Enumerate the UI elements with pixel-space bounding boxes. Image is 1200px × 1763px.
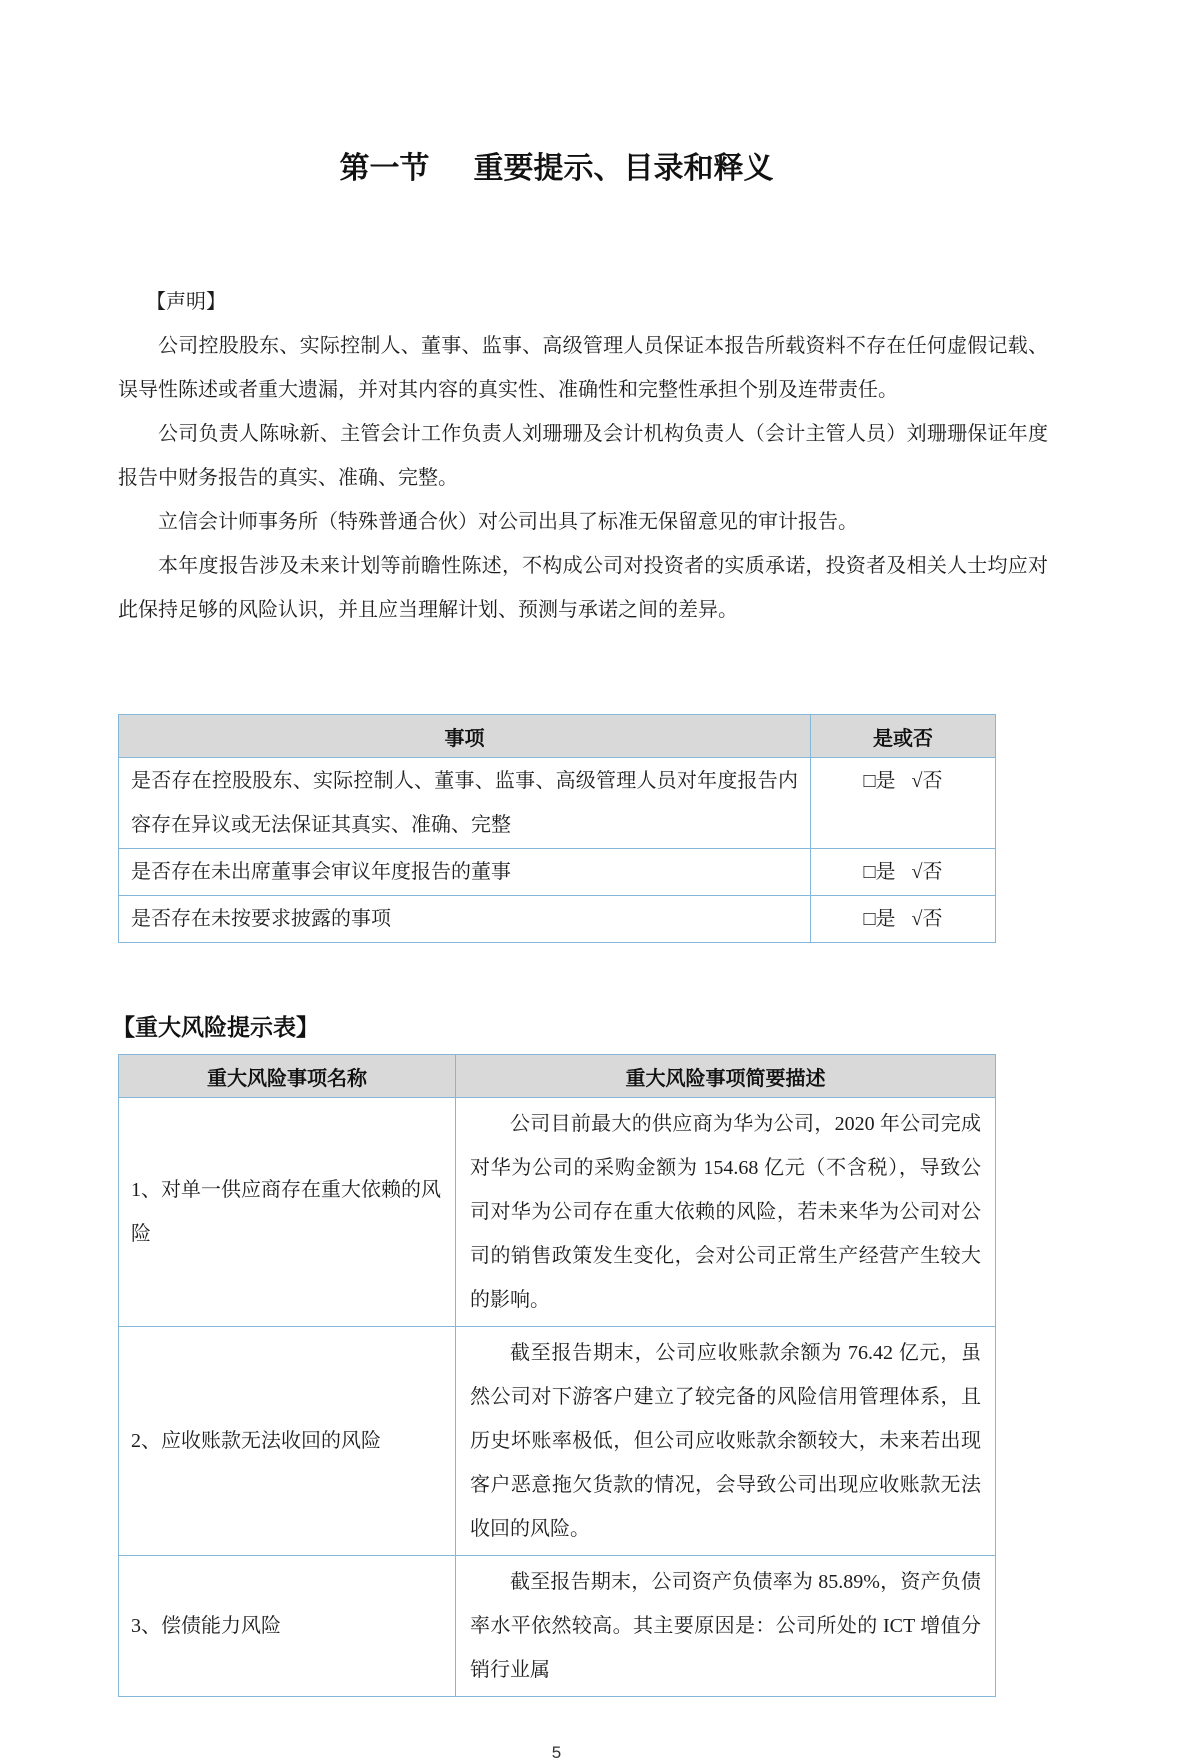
risk-name: 1、对单一供应商存在重大依赖的风险: [119, 1098, 456, 1327]
table-row: [119, 1327, 996, 1556]
table-row: [119, 1098, 996, 1327]
statement-paragraph-3: 立信会计师事务所（特殊普通合伙）对公司出具了标准无保留意见的审计报告。: [158, 511, 858, 533]
compliance-header-yes-or-no: 是或否: [811, 715, 996, 758]
risk-table: [118, 1054, 996, 1697]
compliance-item-text: 是否存在未按要求披露的事项: [119, 896, 811, 943]
table-row: [119, 1556, 996, 1697]
compliance-table-header-row: [119, 715, 996, 758]
table-row: [119, 896, 996, 943]
table-row: [119, 849, 996, 896]
risk-section-heading: 【重大风险提示表】: [112, 1014, 319, 1040]
statement-paragraph-4: 本年度报告涉及未来计划等前瞻性陈述，不构成公司对投资者的实质承诺，投资者及相关人士均应对此保持足够的风险认识，并且应当理解计划、预测与承诺之间的差异。: [118, 555, 1048, 621]
compliance-answer-cell: [811, 758, 996, 849]
table-row: [119, 758, 996, 849]
compliance-answer-cell: [811, 896, 996, 943]
statement-block: [118, 280, 1048, 632]
risk-header-description: 重大风险事项简要描述: [456, 1055, 996, 1098]
compliance-answer-cell: [811, 849, 996, 896]
risk-description: 截至报告期末，公司资产负债率为 85.89%，资产负债率水平依然较高。其主要原因是：公司所处的 ICT 增值分销行业属: [456, 1556, 996, 1697]
statement-paragraph-1: 公司控股股东、实际控制人、董事、监事、高级管理人员保证本报告所载资料不存在任何虚假记载、误导性陈述或者重大遗漏，并对其内容的真实性、准确性和完整性承担个别及连带责任。: [118, 335, 1048, 401]
risk-name: 2、应收账款无法收回的风险: [119, 1327, 456, 1556]
checkbox-yes-unchecked: □是: [863, 770, 896, 792]
risk-name: 3、偿债能力风险: [119, 1556, 456, 1697]
page-content: [112, 0, 1048, 1763]
checkbox-yes-unchecked: □是: [863, 861, 896, 883]
risk-description: 截至报告期末，公司应收账款余额为 76.42 亿元，虽然公司对下游客户建立了较完备的风险信用管理体系，且历史坏账率极低，但公司应收账款余额较大，未来若出现客户恶意拖欠货款的情况，会导致公司出现应收账款无法收回的风险。: [456, 1327, 996, 1556]
page-title: [118, 150, 995, 188]
checkbox-yes-unchecked: □是: [863, 908, 896, 930]
compliance-header-item: 事项: [119, 715, 811, 758]
statement-paragraph-2: 公司负责人陈咏新、主管会计工作负责人刘珊珊及会计机构负责人（会计主管人员）刘珊珊保证年度报告中财务报告的真实、准确、完整。: [118, 423, 1048, 489]
checkmark-no-checked: √否: [911, 770, 943, 792]
compliance-item-text: 是否存在控股股东、实际控制人、董事、监事、高级管理人员对年度报告内容存在异议或无法保证其真实、准确、完整: [119, 758, 811, 849]
checkmark-no-checked: √否: [911, 908, 943, 930]
risk-table-header-row: [119, 1055, 996, 1098]
checkmark-no-checked: √否: [911, 861, 943, 883]
section-title: 重要提示、目录和释义: [473, 152, 774, 185]
compliance-table: [118, 714, 996, 943]
statement-heading: 【声明】: [146, 291, 226, 313]
compliance-item-text: 是否存在未出席董事会审议年度报告的董事: [119, 849, 811, 896]
page-number: 5: [551, 1743, 562, 1762]
risk-description: 公司目前最大的供应商为华为公司，2020 年公司完成对华为公司的采购金额为 154.68 亿元（不含税），导致公司对华为公司存在重大依赖的风险，若未来华为公司对公司的销售政策发生变化，会对公司正常生产经营产生较大的影响。: [456, 1098, 996, 1327]
risk-header-name: 重大风险事项名称: [119, 1055, 456, 1098]
section-number: 第一节: [339, 152, 430, 185]
